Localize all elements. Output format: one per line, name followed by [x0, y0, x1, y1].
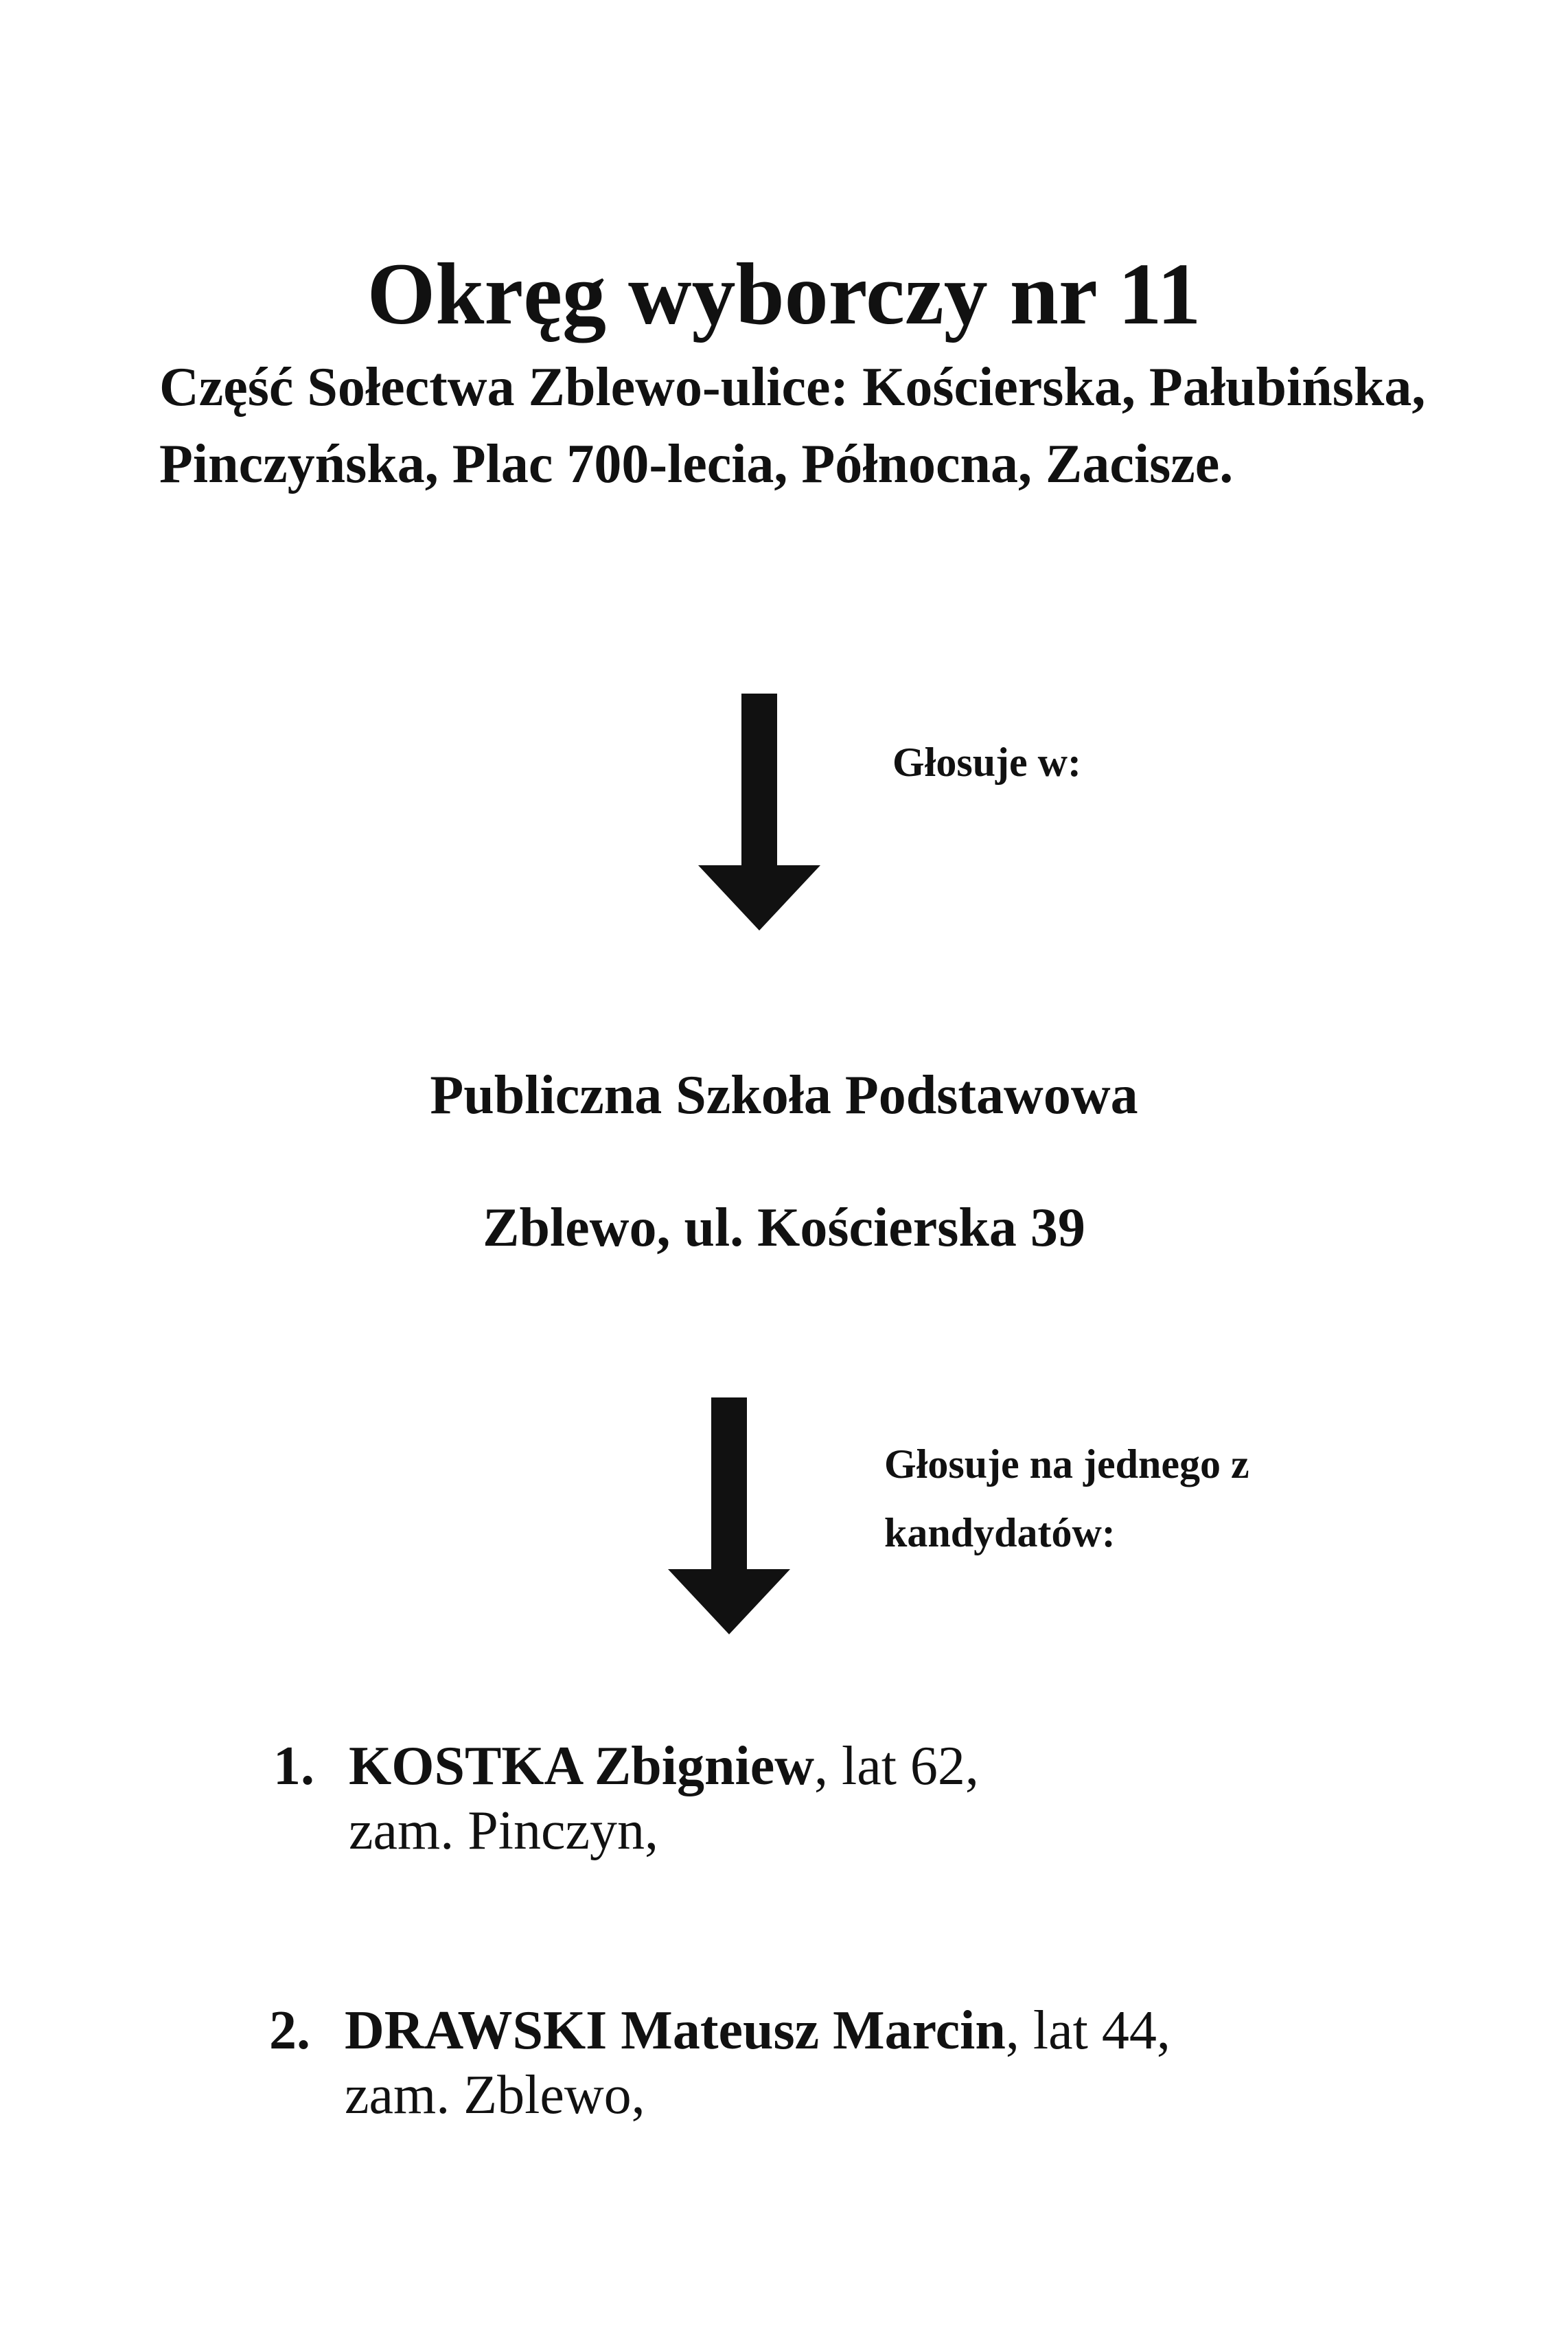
candidate-residence: zam. Pinczyn, — [349, 1801, 658, 1861]
page-title: Okręg wyborczy nr 11 — [367, 244, 1201, 343]
arrow-down-icon — [663, 1397, 794, 1634]
candidate-name: DRAWSKI Mateusz Marcin — [345, 2000, 1006, 2061]
district-area-description: Część Sołectwa Zblewo-ulice: Kościerska, Pałubińska, Pinczyńska, Plac 700-lecia, Północna, Zacisze. — [159, 357, 1426, 494]
candidate-age: , lat 62, — [814, 1736, 979, 1796]
venue-name: Publiczna Szkoła Podstawowa — [430, 1065, 1138, 1126]
vote-location-label: Głosuje w: — [892, 740, 1081, 785]
candidate-residence: zam. Zblewo, — [345, 2065, 645, 2125]
vote-candidates-label: Głosuje na jednego z kandydatów: — [884, 1441, 1249, 1555]
candidate-number: 2. — [269, 2000, 310, 2061]
venue-address: Zblewo, ul. Kościerska 39 — [483, 1198, 1085, 1258]
arrow-down-icon — [693, 694, 824, 930]
candidate-item — [273, 1734, 979, 1863]
candidate-number: 1. — [273, 1736, 314, 1796]
candidate-item — [269, 1998, 1171, 2127]
candidate-age: , lat 44, — [1005, 2000, 1171, 2061]
candidate-name: KOSTKA Zbigniew — [349, 1736, 814, 1796]
